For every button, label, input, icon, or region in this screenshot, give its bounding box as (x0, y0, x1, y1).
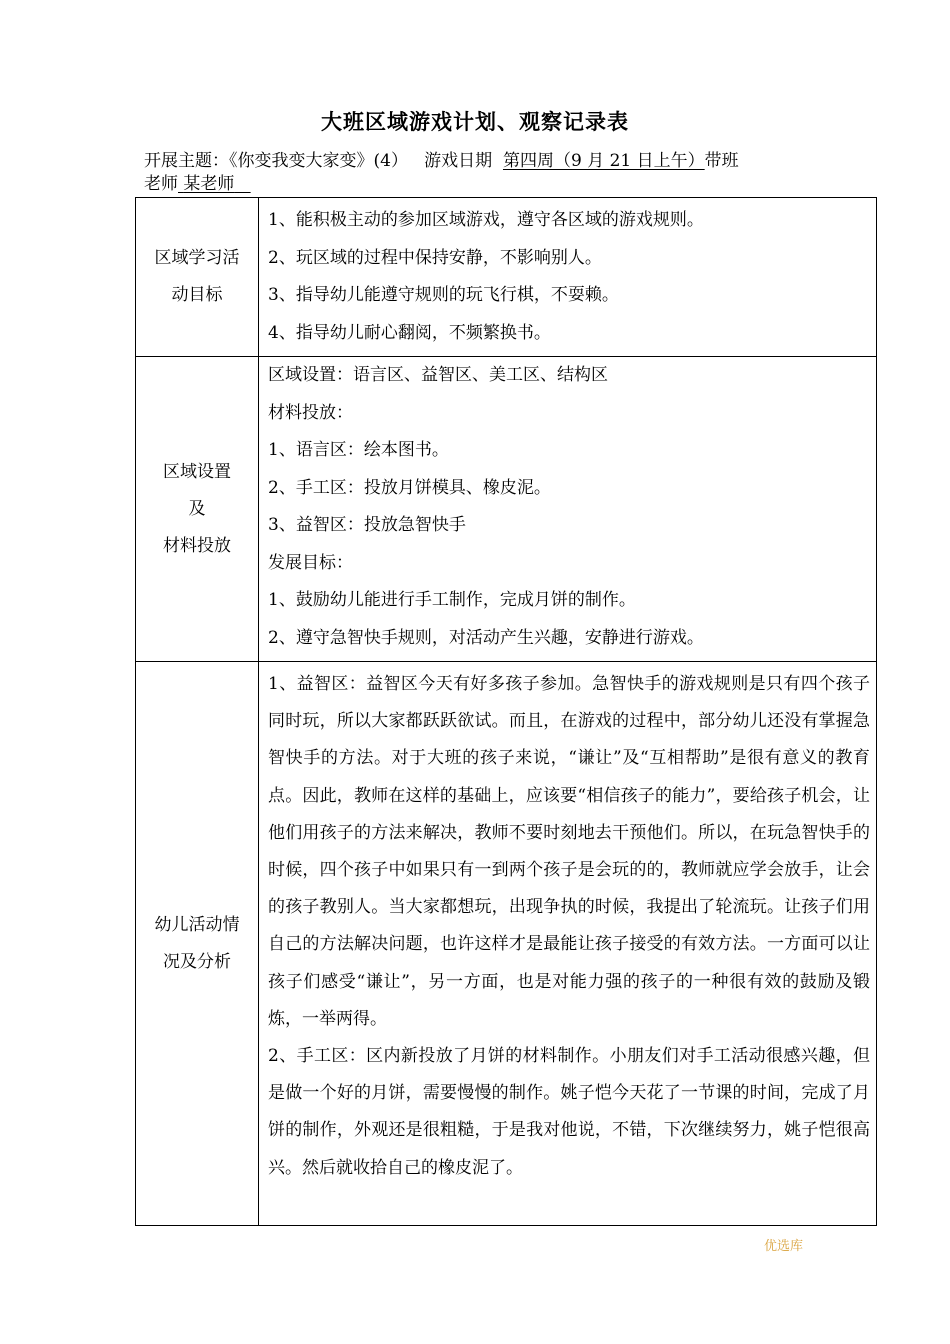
row-content-goals (259, 198, 877, 357)
list-item: 2、手工区：投放月饼模具、橡皮泥。 (268, 477, 551, 498)
list-item: 2、玩区域的过程中保持安静，不影响别人。 (268, 247, 602, 268)
table-row (136, 357, 877, 662)
list-item: 3、益智区：投放急智快手 (268, 515, 466, 535)
record-table (135, 197, 877, 1226)
row-label-goals: 区域学习活 动目标 (136, 198, 259, 357)
list-item: 区域设置：语言区、益智区、美工区、结构区 (268, 365, 608, 385)
list-item: 2、遵守急智快手规则，对活动产生兴趣，安静进行游戏。 (268, 627, 704, 648)
teacher-label-a: 带班 (704, 151, 739, 171)
list-item: 材料投放： (268, 402, 353, 423)
row-content-setup (259, 357, 877, 662)
list-item: 4、指导幼儿耐心翻阅，不频繁换书。 (268, 322, 551, 343)
row-content-analysis (259, 662, 877, 1226)
row-label-analysis: 幼儿活动情 况及分析 (136, 662, 259, 1226)
theme-label: 开展主题： (144, 151, 229, 171)
date-value: 第四周（9 月 21 日上午） (502, 151, 705, 171)
page-title: 大班区域游戏计划、观察记录表 (321, 109, 629, 134)
list-item: 发展目标： (268, 552, 353, 573)
analysis-paragraph: 1、益智区：益智区今天有好多孩子参加。急智快手的游戏规则是只有四个孩子同时玩，所以大家都跃跃欲试。而且，在游戏的过程中，部分幼儿还没有掌握急智快手的方法。对于大班的孩子来说，“谦让”及“互相帮助”是很有意义的教育点。因此，教师在这样的基础上，应该要“相信孩子的能力”，要给孩子机会，让他们用孩子的方法来解决，教师不要时刻地去干预他们。所以，在玩急智快手的时候，四个孩子中如果只有一到两个孩子是会玩的的，教师就应学会放手，让会的孩子教别人。当大家都想玩，出现争执的时候，我提出了轮流玩。让孩子们用自己的方法解决问题，也许这样才是最能让孩子接受的有效方法。一方面可以让孩子们感受“谦让”，另一方面，也是对能力强的孩子的一种很有效的鼓励及锻炼，一举两得。 (268, 674, 870, 1029)
row-label-setup: 区域设置 及 材料投放 (136, 357, 259, 662)
list-item: 1、能积极主动的参加区域游戏，遵守各区域的游戏规则。 (268, 210, 704, 230)
table-row (136, 198, 877, 357)
list-item: 1、鼓励幼儿能进行手工制作，完成月饼的制作。 (268, 590, 636, 610)
teacher-value: 某老师 (183, 174, 235, 194)
table-row (136, 662, 877, 1226)
date-label: 游戏日期 (424, 151, 493, 171)
footer-watermark: 优选库 (764, 1239, 804, 1254)
teacher-label-b: 老师 (144, 174, 178, 194)
list-item: 3、指导幼儿能遵守规则的玩飞行棋，不耍赖。 (268, 285, 619, 305)
meta-line-1 (144, 150, 739, 172)
meta-line-2 (144, 173, 251, 195)
analysis-paragraph: 2、手工区：区内新投放了月饼的材料制作。小朋友们对手工活动很感兴趣，但是做一个好的月饼，需要慢慢的制作。姚子恺今天花了一节课的时间，完成了月饼的制作，外观还是很粗糙，于是我对他说，不错，下次继续努力，姚子恺很高兴。然后就收拾自己的橡皮泥了。 (268, 1046, 870, 1178)
list-item: 1、语言区：绘本图书。 (268, 440, 449, 460)
theme-value: 《你变我变大家变》(4） (229, 151, 408, 171)
